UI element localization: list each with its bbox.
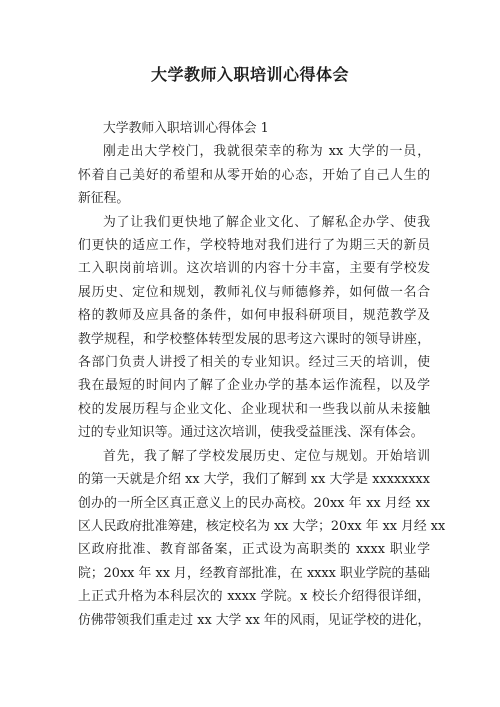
text-line: 刚走出大学校门，我就很荣幸的称为 xx 大学的一员， xyxy=(103,144,430,160)
text-line: 首先，我了解了学校发展历史、定位与规划。开始培训 xyxy=(103,448,430,464)
document-body xyxy=(78,117,446,632)
text-line: 我在最短的时间内了解了企业办学的基本运作流程，以及学 xyxy=(78,378,430,394)
text-line: 们更快的适应工作，学校特地对我们进行了为期三天的新员 xyxy=(78,238,430,254)
section-heading: 大学教师入职培训心得体会 1 xyxy=(103,121,269,136)
paragraph-2 xyxy=(78,211,430,445)
text-line: 格的教师及应具备的条件，如何申报科研项目，规范教学及 xyxy=(78,308,430,324)
text-line: 校的发展历程与企业文化、企业现状和一些我以前从未接触 xyxy=(78,401,430,417)
text-line: 教学规程，和学校整体转型发展的思考这六课时的领导讲座， xyxy=(78,331,430,347)
text-line: 创办的一所全区真正意义上的民办高校。20xx 年 xx 月经 xx xyxy=(78,495,430,511)
text-line: 的第一天就是介绍 xx 大学，我们了解到 xx 大学是 xxxxxxxx xyxy=(78,472,430,488)
text-line: 工入职岗前培训。这次培训的内容十分丰富，主要有学校发 xyxy=(78,261,430,277)
text-line: 院；20xx 年 xx 月，经教育部批准，在 xxxx 职业学院的基础 xyxy=(78,565,430,581)
text-line: 上正式升格为本科层次的 xxxx 学院。x 校长介绍得很详细， xyxy=(78,589,430,605)
text-line: 为了让我们更快地了解企业文化、了解私企办学、使我 xyxy=(103,214,430,230)
text-line: 各部门负责人讲授了相关的专业知识。经过三天的培训，使 xyxy=(78,355,430,371)
paragraph-3 xyxy=(78,445,446,632)
text-line: 区人民政府批准筹建，核定校名为 xx 大学；20xx 年 xx 月经 xx xyxy=(78,518,446,534)
text-line: 新征程。 xyxy=(78,191,130,207)
text-line: 展历史、定位和规划，教师礼仪与师德修养，如何做一名合 xyxy=(78,284,430,300)
text-line: 怀着自己美好的希望和从零开始的心态，开始了自己人生的 xyxy=(78,167,430,183)
document-title: 大学教师入职培训心得体会 xyxy=(150,65,349,84)
text-line: 区政府批准、教育部备案，正式设为高职类的 xxxx 职业学 xyxy=(78,542,430,558)
text-line: 仿佛带领我们重走过 xx 大学 xx 年的风雨，见证学校的进化， xyxy=(78,612,431,628)
paragraph-1 xyxy=(78,140,430,210)
text-line: 过的专业知识等。通过这次培训，使我受益匪浅、深有体会。 xyxy=(78,425,424,441)
